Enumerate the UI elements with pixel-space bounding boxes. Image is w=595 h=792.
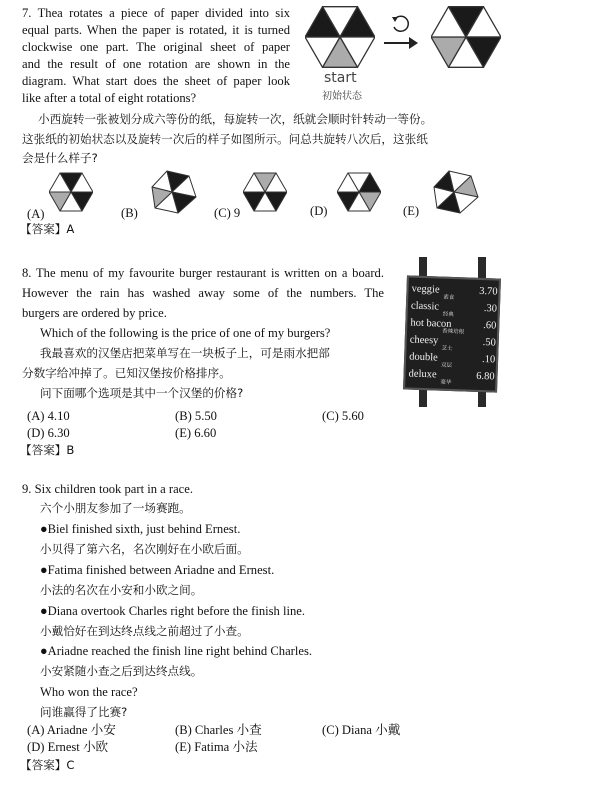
q9-option-d: (D) Ernest 小欧 [27, 740, 109, 754]
bullet-icon: ● [40, 563, 48, 577]
bullet-icon: ● [40, 522, 48, 536]
q8-cn-line-1: 我最喜欢的汉堡店把菜单写在一块板子上，可是雨水把部 [40, 346, 330, 360]
q8-question-cn: 问下面哪个选项是其中一个汉堡的价格? [40, 386, 244, 400]
q9-clue-1-cn: 小贝得了第六名，名次刚好在小欧后面。 [40, 542, 249, 556]
menu-item-name-cn: 豪华 [440, 379, 452, 386]
q8-question-en: Which of the following is the price of one of my burgers? [40, 326, 331, 340]
rotate-clockwise-icon [388, 12, 412, 36]
menu-item-name-cn: 芝士 [441, 345, 453, 352]
q7-start-hexagon [305, 5, 375, 69]
q9-question-cn: 问谁赢得了比赛? [40, 705, 128, 719]
menu-item-price: 3.70 [479, 285, 498, 298]
q7-answer: 【答案】A [20, 222, 75, 236]
right-arrow-icon [383, 36, 419, 50]
q7-cn-line-1: 小西旋转一张被划分成六等份的纸，每旋转一次，纸就会顺时针转动一等份。 [38, 112, 433, 126]
menu-item-price: 6.80 [476, 370, 495, 383]
q7-option-d-label: (D) [310, 204, 328, 218]
menu-item-name: veggie [411, 283, 440, 296]
q7-text-line-2: equal parts. When the paper is rotated, it is turned [22, 23, 290, 37]
menu-item-name-cn: 素食 [443, 294, 455, 302]
q7-text-line-4: and the result of one rotation are shown in the [22, 57, 290, 71]
q7-cn-line-3: 会是什么样子? [22, 151, 98, 165]
q7-result-hexagon [431, 5, 501, 69]
menu-item-price: .60 [483, 320, 497, 332]
q7-option-a-hexagon [49, 172, 93, 212]
q7-start-label: start [324, 70, 357, 86]
menu-item-name: double [409, 351, 438, 364]
q8-option-b: (B) 5.50 [175, 409, 217, 423]
q7-cn-line-2: 这张纸的初始状态以及旋转一次后的样子如图所示。问总共旋转八次后，这张纸 [22, 132, 428, 146]
q9-clue-4-en: ●Ariadne reached the finish line right behind Charles. [40, 644, 312, 658]
q7-start-label-cn: 初始状态 [322, 91, 362, 102]
q7-option-c-hexagon [243, 172, 287, 212]
q9-clue-3-cn: 小戴恰好在到达终点线之前超过了小查。 [40, 624, 249, 638]
q7-text-line-1: 7. Thea rotates a piece of paper divided into six [22, 6, 290, 20]
q9-clue-4-cn: 小安紧随小查之后到达终点线。 [40, 664, 203, 678]
menu-item-price: .30 [483, 303, 498, 315]
q9-option-c: (C) Diana 小戴 [322, 723, 401, 737]
q9-clue-2-cn: 小法的名次在小安和小欧之间。 [40, 583, 203, 597]
q9-clue-3-en: ●Diana overtook Charles right before the finish line. [40, 604, 306, 618]
q9-clue-2-en: ●Fatima finished between Ariadne and Ernest. [40, 563, 275, 577]
q9-option-e: (E) Fatima 小法 [175, 740, 258, 754]
q7-text-line-5: diagram. What start does the sheet of paper look [22, 74, 290, 88]
q9-answer: 【答案】C [20, 758, 75, 772]
q7-option-e-hexagon [429, 170, 479, 214]
menu-item-name: hot bacon [410, 317, 452, 330]
q9-option-a: (A) Ariadne 小安 [27, 723, 116, 737]
q7-option-b-hexagon [147, 170, 197, 214]
q7-text-line-3: clockwise one part. The original sheet of paper [22, 40, 290, 54]
q7-option-d-hexagon [337, 172, 381, 212]
q8-text-line-2: However the rain has washed away some of the numbers. The [22, 286, 384, 300]
q8-answer: 【答案】B [20, 443, 75, 457]
q9-question-en: Who won the race? [40, 685, 138, 699]
q8-cn-line-2: 分数字给冲掉了。已知汉堡按价格排序。 [22, 366, 231, 380]
menu-item-price: .50 [482, 337, 496, 349]
q8-text-line-3: burgers are ordered by price. [22, 306, 167, 320]
menu-item-name: classic [410, 300, 440, 313]
q8-option-d: (D) 6.30 [27, 426, 70, 440]
menu-item-price: .10 [481, 354, 496, 366]
q7-text-line-6: like after a total of eight rotations? [22, 91, 197, 105]
q8-option-c: (C) 5.60 [322, 409, 364, 423]
q7-option-e-label: (E) [403, 204, 420, 218]
bullet-icon: ● [40, 644, 48, 658]
q7-option-c-label: (C) 9 [214, 206, 241, 220]
menu-item-name-cn: 香辣培根 [442, 328, 465, 336]
q9-option-b: (B) Charles 小查 [175, 723, 262, 737]
q9-title-cn: 六个小朋友参加了一场赛跑。 [40, 501, 191, 515]
menu-item-name-cn: 双层 [440, 362, 453, 369]
menu-board [403, 257, 499, 407]
menu-item-name: cheesy [409, 334, 439, 347]
menu-row [408, 368, 495, 388]
q7-option-b-label: (B) [121, 206, 138, 220]
q9-title-en: 9. Six children took part in a race. [22, 482, 194, 496]
menu-item-name-cn: 经典 [442, 311, 454, 319]
q8-option-e: (E) 6.60 [175, 426, 217, 440]
q7-option-a-label: (A) [27, 207, 45, 221]
q8-option-a: (A) 4.10 [27, 409, 70, 423]
menu-item-name: deluxe [408, 368, 437, 381]
q8-text-line-1: 8. The menu of my favourite burger restaurant is written on a board. [22, 266, 384, 280]
menu-rows [408, 284, 498, 389]
bullet-icon: ● [40, 604, 48, 618]
q9-clue-1-en: ●Biel finished sixth, just behind Ernest. [40, 522, 241, 536]
